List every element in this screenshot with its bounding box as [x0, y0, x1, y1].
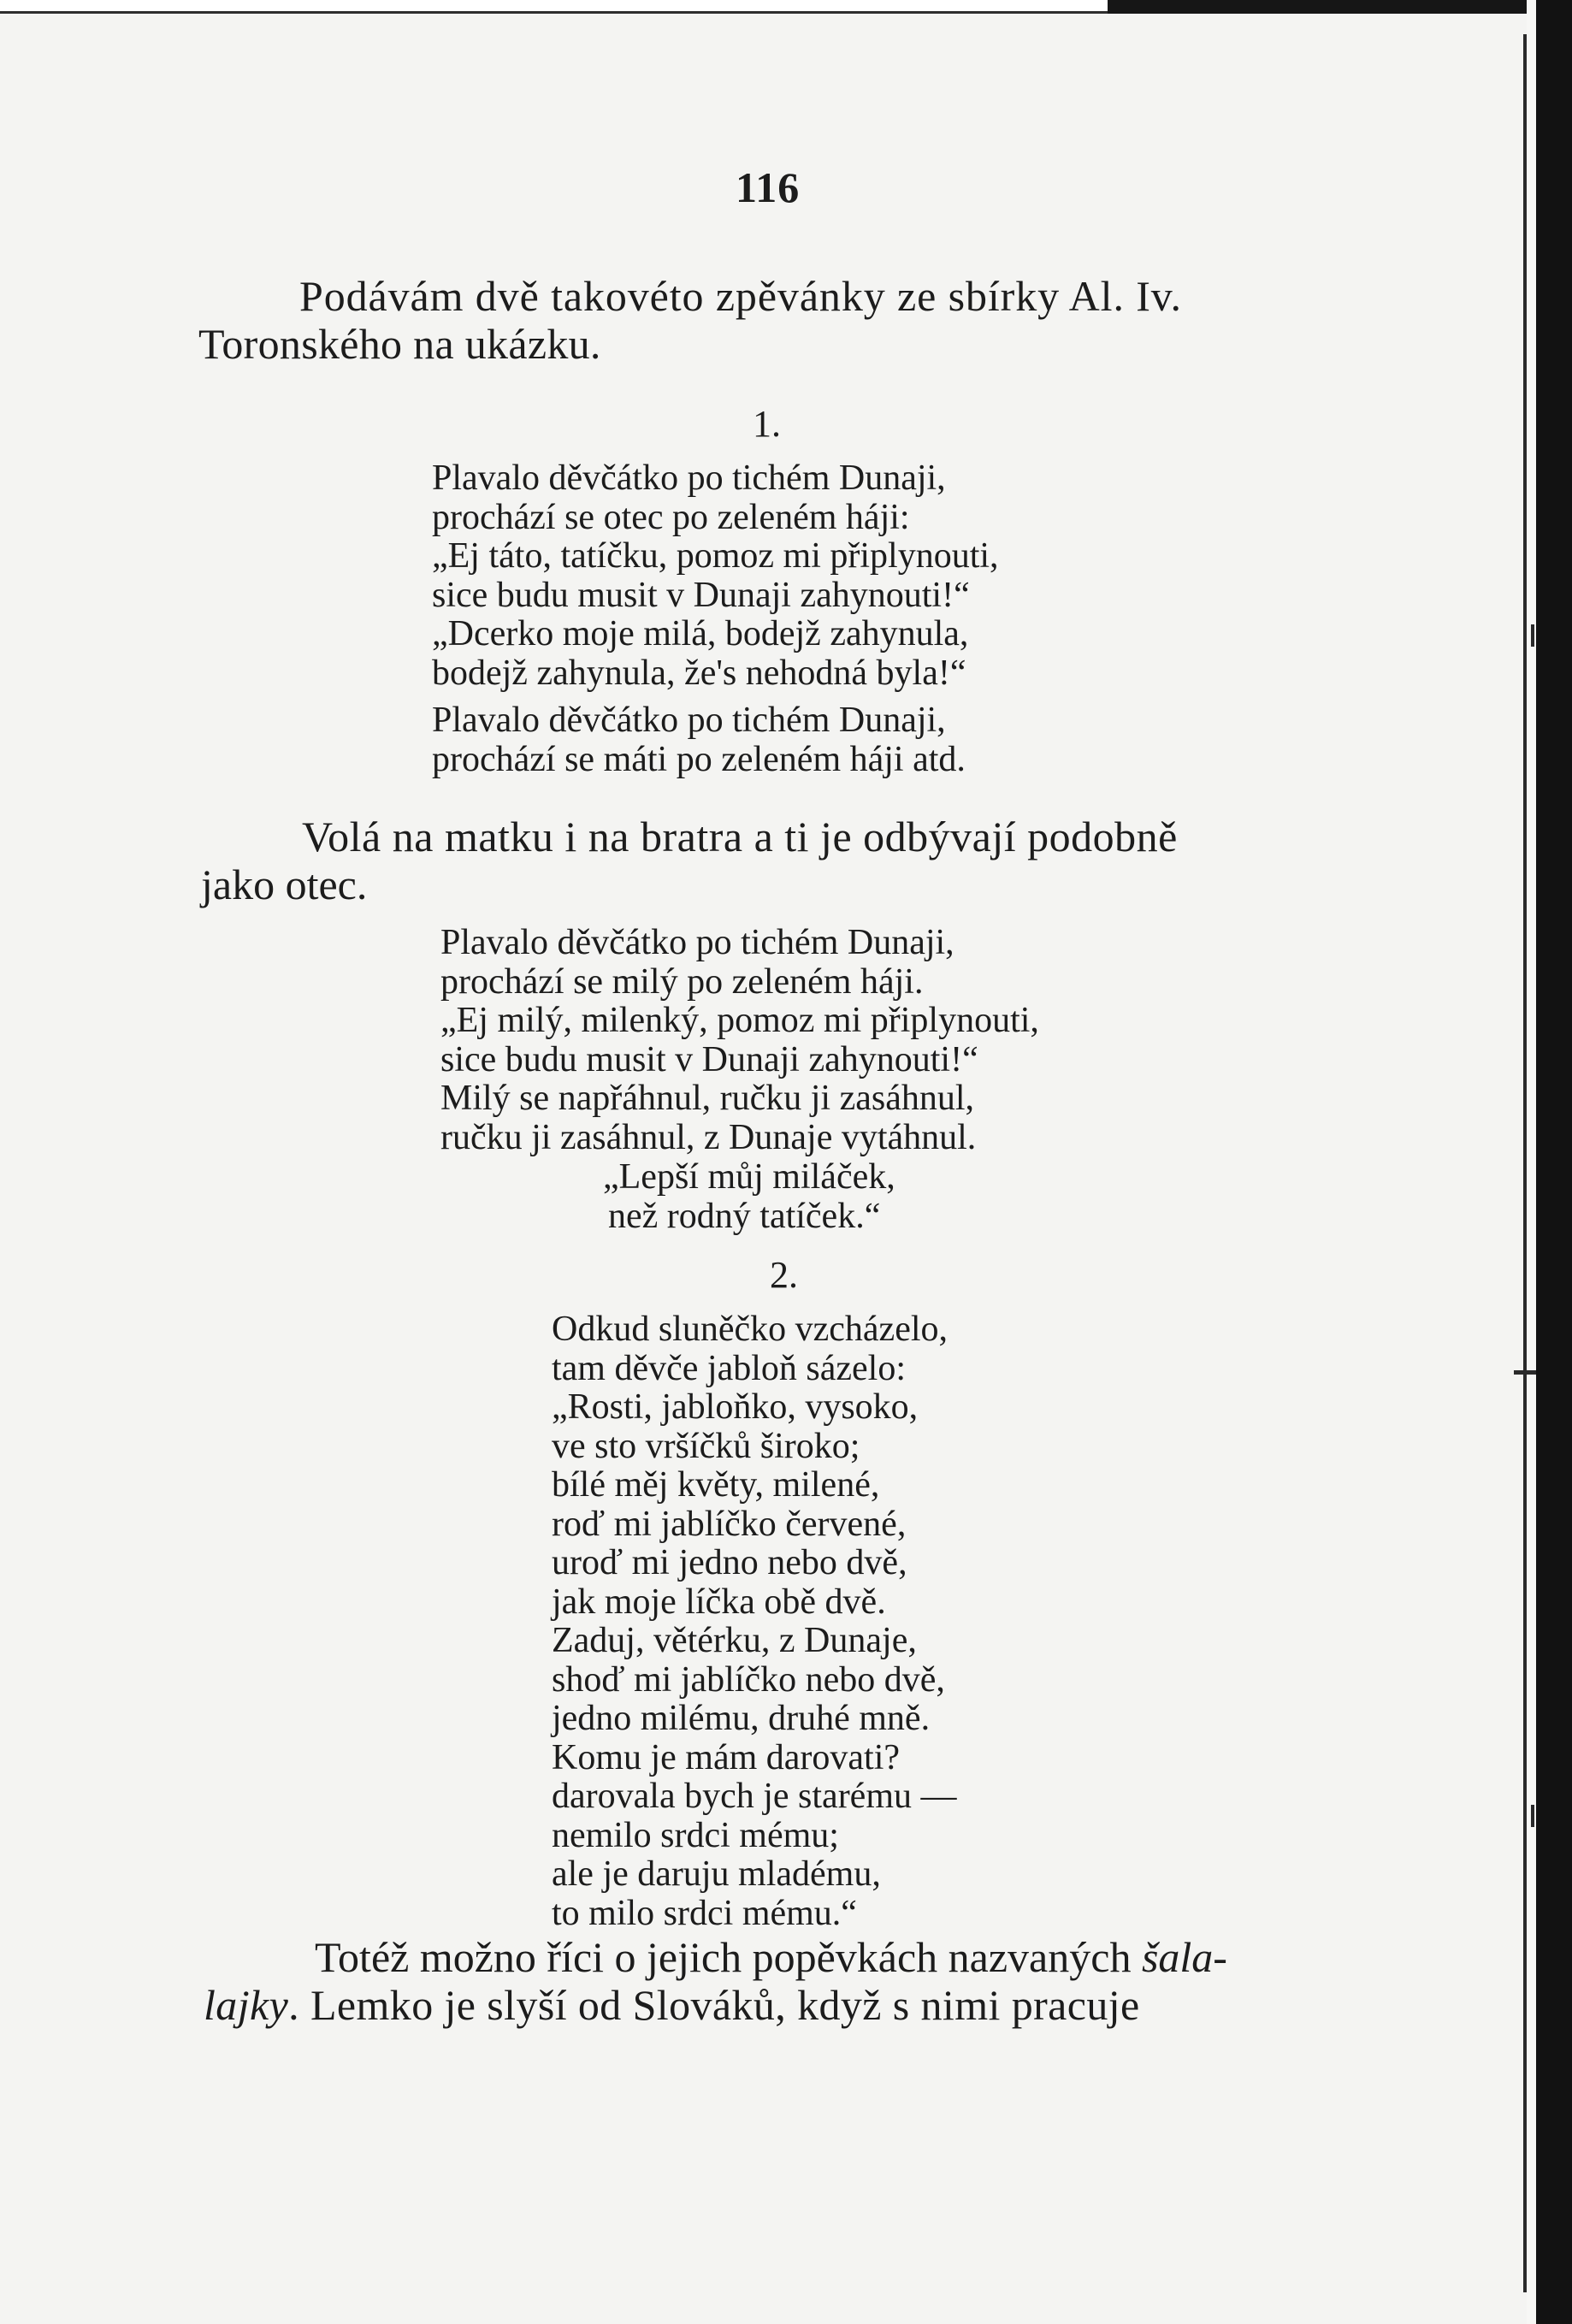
verse-line: jedno milému, druhé mně.: [552, 1699, 931, 1738]
scan-top-rule: [0, 11, 1108, 14]
song2-stanza: [552, 1310, 956, 1933]
verse-line: „Dcerko moje milá, bodejž zahynula,: [432, 614, 969, 653]
song1-closing: [603, 1158, 895, 1236]
song1-stanza1: [432, 459, 999, 693]
verse-line: „Rosti, jabloňko, vysoko,: [552, 1387, 919, 1427]
verse-line: ve sto vršíčků široko;: [552, 1426, 860, 1466]
verse-line: ale je daruju mladému,: [552, 1854, 881, 1894]
verse-line: uroď mi jedno nebo dvě,: [552, 1543, 907, 1582]
verse-line: bílé měj květy, milené,: [552, 1465, 880, 1505]
scan-right-gap: [1527, 0, 1536, 2324]
final-line: [204, 1933, 1227, 1981]
verse-line: než rodný tatíček.“: [608, 1196, 881, 1236]
final-text: Totéž možno říci o jejich popěvkách nazvaných: [315, 1933, 1142, 1981]
middle-line: jako otec.: [201, 860, 368, 908]
intro-line: Toronského na ukázku.: [198, 320, 601, 368]
verse-line: „Ej milý, milenký, pomoz mi připlynouti,: [440, 1001, 1039, 1040]
song1-variant-stanza: [440, 924, 1039, 1157]
final-italic-term: lajky: [204, 1981, 289, 2029]
verse-line: Komu je mám darovati?: [552, 1737, 901, 1777]
verse-line: ručku ji zasáhnul, z Dunaje vytáhnul.: [440, 1117, 977, 1157]
verse-line: Plavalo děvčátko po tichém Dunaji,: [432, 701, 946, 740]
scan-mark: [1531, 624, 1534, 647]
song-number: 2.: [770, 1254, 798, 1296]
final-italic-term: šala-: [1141, 1933, 1227, 1981]
verse-line: to milo srdci mému.“: [552, 1893, 857, 1933]
verse-line: darovala bych je starému —: [552, 1777, 957, 1816]
scan-mark: [1514, 1370, 1536, 1375]
verse-line: bodejž zahynula, že's nehodná byla!“: [432, 653, 966, 693]
middle-line: Volá na matku i na bratra a ti je odbývají podobně: [302, 813, 1178, 860]
verse-line: prochází se milý po zeleném háji.: [440, 961, 924, 1002]
verse-line: Plavalo děvčátko po tichém Dunaji,: [432, 458, 946, 498]
verse-line: sice budu musit v Dunaji zahynouti!“: [432, 575, 970, 615]
verse-line: roď mi jablíčko červené,: [552, 1504, 907, 1544]
verse-line: sice budu musit v Dunaji zahynouti!“: [440, 1039, 978, 1079]
scan-right-border: [1536, 0, 1572, 2324]
page-number: 116: [736, 163, 801, 211]
middle-paragraph: [201, 813, 1178, 908]
verse-line: „Ej táto, tatíčku, pomoz mi připlynouti,: [432, 536, 999, 576]
final-paragraph: [204, 1933, 1227, 2029]
verse-line: Zaduj, větérku, z Dunaje,: [552, 1621, 917, 1660]
song1-stanza2: [432, 701, 966, 779]
verse-line: tam děvče jabloň sázelo:: [552, 1348, 906, 1388]
song-number: 1.: [753, 403, 781, 445]
final-line: [204, 1981, 1227, 2029]
verse-line: „Lepší můj miláček,: [603, 1157, 895, 1197]
verse-line: nemilo srdci mému;: [552, 1815, 839, 1855]
intro-line: Podávám dvě takovéto zpěvánky ze sbírky Al. Iv.: [299, 272, 1182, 320]
verse-line: Odkud sluněčko vzcházelo,: [552, 1310, 949, 1349]
verse-line: prochází se máti po zeleném háji atd.: [432, 739, 966, 779]
verse-line: jak moje líčka obě dvě.: [552, 1582, 886, 1622]
scan-top-corner-bar: [1108, 0, 1572, 14]
verse-line: shoď mi jablíčko nebo dvě,: [552, 1659, 945, 1700]
scan-mark: [1531, 1805, 1534, 1827]
final-text: . Lemko je slyší od Slováků, když s nimi pracuje: [288, 1981, 1140, 2029]
verse-line: prochází se otec po zeleném háji:: [432, 497, 910, 537]
verse-line: Plavalo děvčátko po tichém Dunaji,: [440, 923, 954, 962]
verse-line: Milý se napřáhnul, ručku ji zasáhnul,: [440, 1079, 975, 1118]
intro-paragraph: [198, 272, 1182, 368]
